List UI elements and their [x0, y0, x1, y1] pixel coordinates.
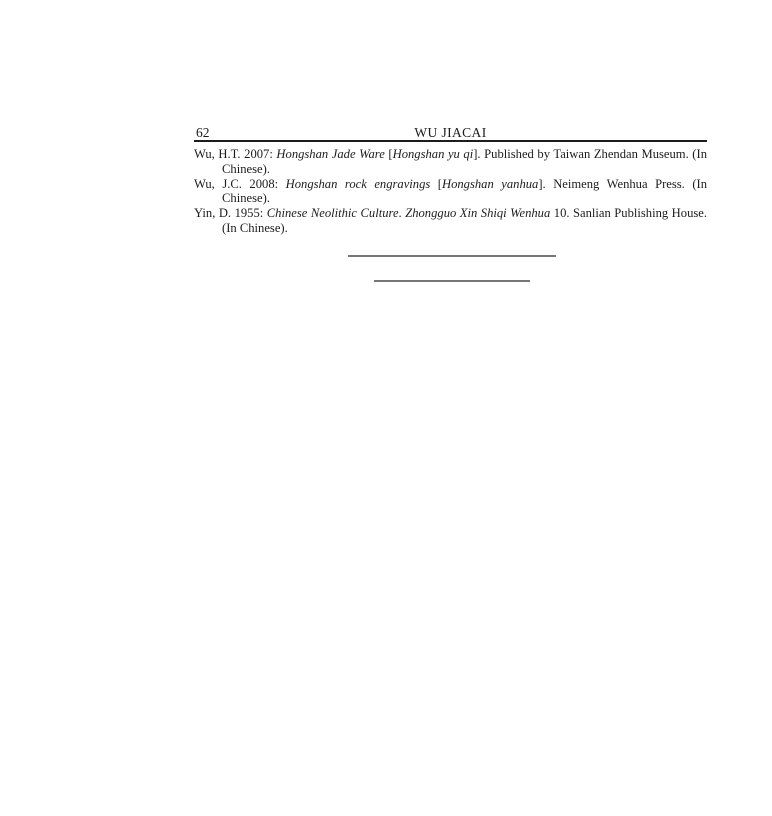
- reference-entry: Wu, H.T. 2007: Hongshan Jade Ware [Hongshan yu qi]. Published by Taiwan Zhendan Museum. (In Chinese).: [194, 147, 707, 176]
- header-rule: [194, 140, 707, 142]
- page-number: 62: [196, 124, 210, 140]
- reference-entry: Wu, J.C. 2008: Hongshan rock engravings [Hongshan yanhua]. Neimeng Wenhua Press. (In Chinese).: [194, 176, 707, 206]
- end-of-article-rule-long: [348, 255, 556, 257]
- reference-entry: Yin, D. 1955: Chinese Neolithic Culture. Zhongguo Xin Shiqi Wenhua 10. Sanlian Publishing House. (In Chinese).: [194, 206, 708, 235]
- end-of-article-rule-short: [374, 280, 530, 282]
- running-head: [194, 120, 707, 139]
- running-head-title: WU JIACAI: [414, 124, 487, 140]
- reference-list: [194, 147, 707, 236]
